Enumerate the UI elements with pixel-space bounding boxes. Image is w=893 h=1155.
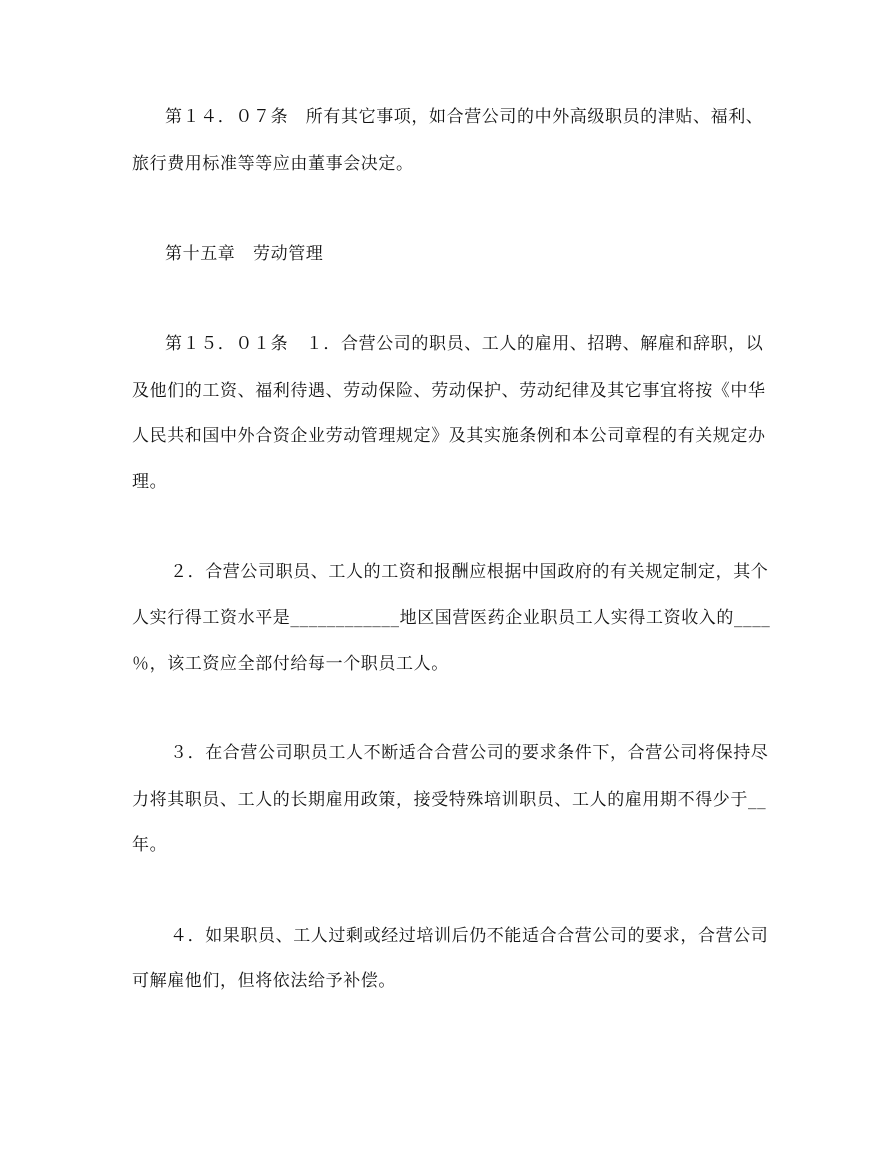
item-3-line-3: 年。	[132, 835, 168, 855]
chapter-15-title: 第十五章 劳动管理	[165, 244, 324, 264]
article-14-07-line-1: 第１４．０７条 所有其它事项，如合营公司的中外高级职员的津贴、福利、	[165, 107, 764, 127]
item-4-line-1: ４．如果职员、工人过剩或经过培训后仍不能适合合营公司的要求，合营公司	[170, 926, 769, 946]
article-15-01-line-2: 及他们的工资、福利待遇、劳动保险、劳动保护、劳动纪律及其它事宜将按《中华	[132, 381, 766, 401]
article-15-01-line-1: 第１５．０１条 １．合营公司的职员、工人的雇用、招聘、解雇和辞职，以	[165, 334, 764, 354]
article-15-01-line-4: 理。	[132, 472, 168, 492]
item-3-line-2: 力将其职员、工人的长期雇用政策，接受特殊培训职员、工人的雇用期不得少于__	[132, 790, 767, 810]
item-4-line-2: 可解雇他们，但将依法给予补偿。	[132, 971, 396, 991]
item-2-line-2: 人实行得工资水平是____________地区国营医药企业职员工人实得工资收入的____	[132, 608, 771, 628]
article-15-01-line-3: 人民共和国中外合资企业劳动管理规定》及其实施条例和本公司章程的有关规定办	[132, 426, 766, 446]
item-3-line-1: ３．在合营公司职员工人不断适合合营公司的要求条件下，合营公司将保持尽	[170, 743, 769, 763]
item-2-line-1: ２．合营公司职员、工人的工资和报酬应根据中国政府的有关规定制定，其个	[170, 562, 769, 582]
item-2-line-3: ％，该工资应全部付给每一个职员工人。	[132, 654, 449, 674]
article-14-07-line-2: 旅行费用标准等等应由董事会决定。	[132, 154, 414, 174]
